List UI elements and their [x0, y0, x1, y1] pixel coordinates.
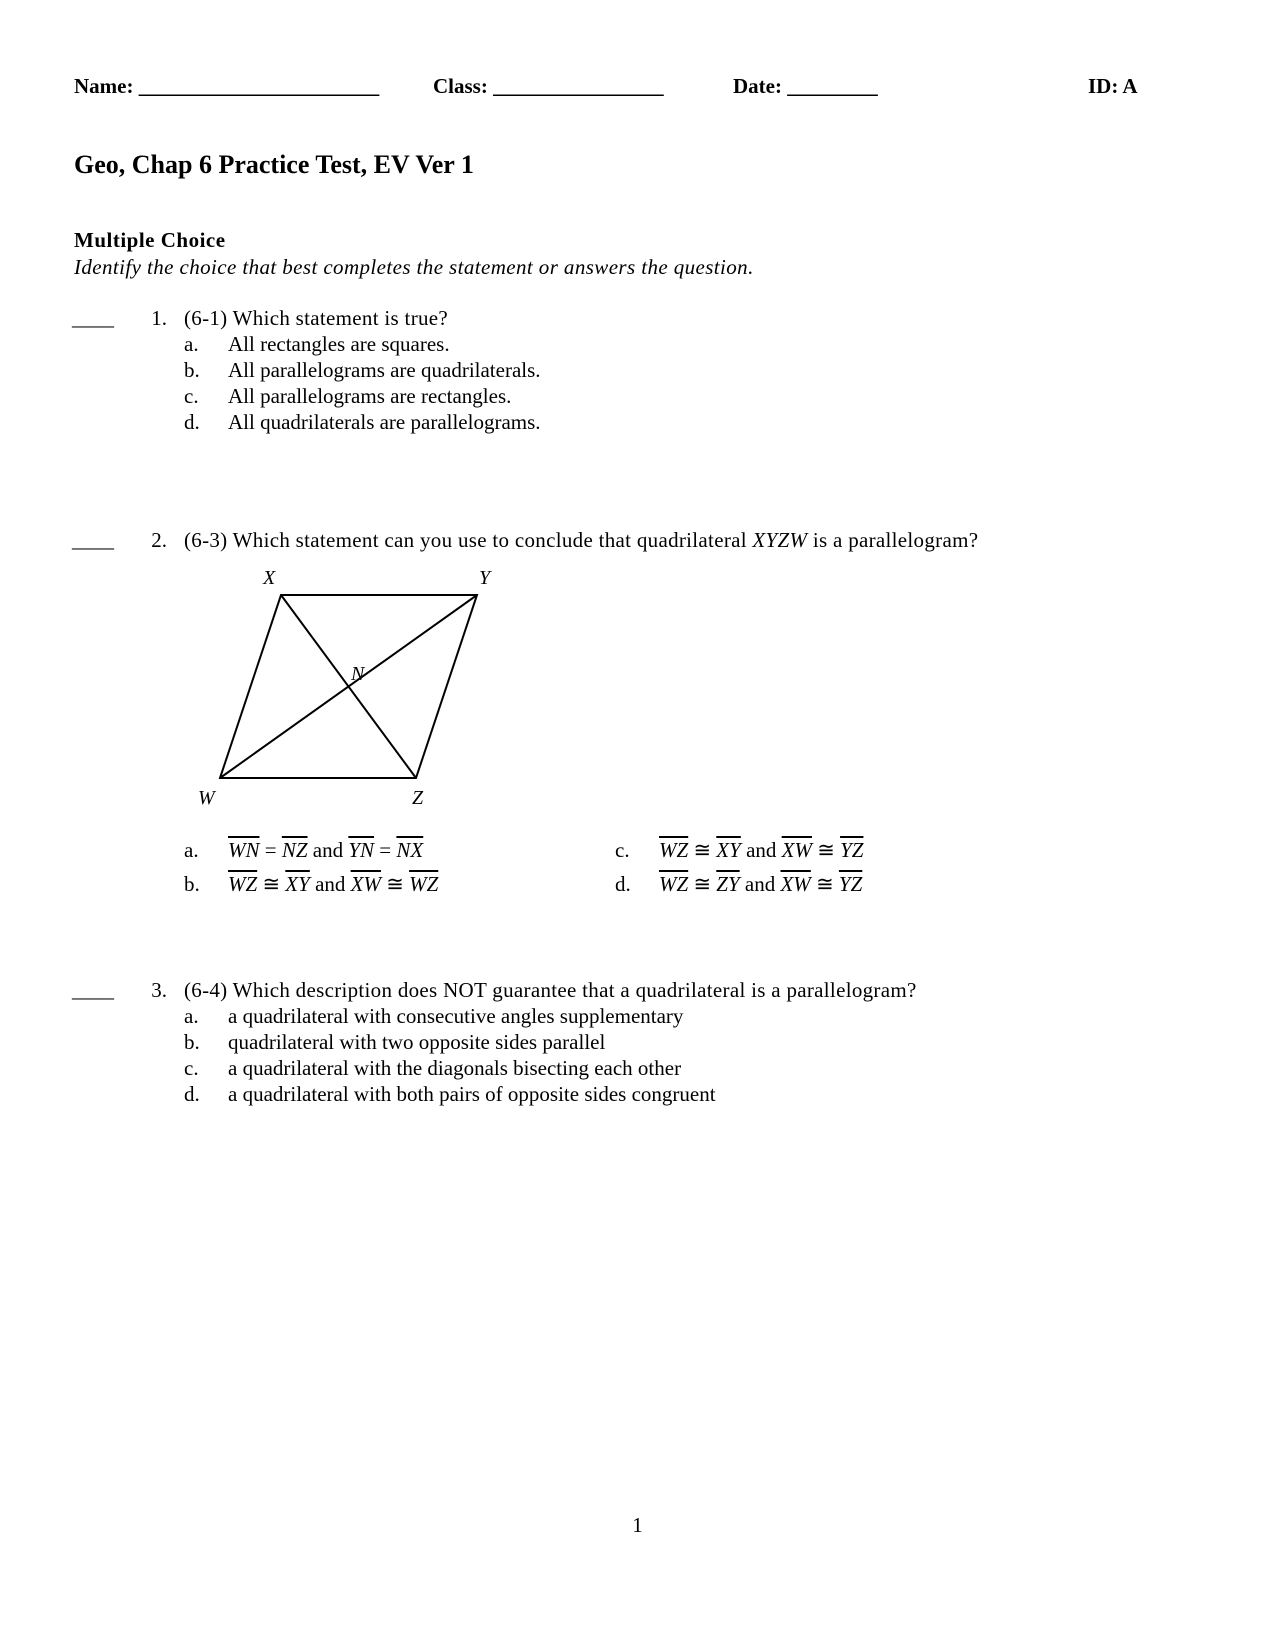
option-letter-1a: a.: [184, 332, 199, 356]
answer-blank-2[interactable]: ____: [72, 528, 114, 552]
option-text-2c[interactable]: $\overline{WZ}$ ≅ $\overline{XY}$ and $\overline{XW}$ ≅ $\overline{YZ}$: [659, 838, 864, 862]
question-text-1: (6-1) Which statement is true?: [184, 306, 449, 330]
class-field: [433, 74, 663, 99]
option-letter-1d: d.: [184, 410, 200, 434]
question-number-1: 1.: [151, 306, 167, 330]
answer-blank-3[interactable]: ____: [72, 978, 114, 1002]
question-number-2: 2.: [151, 528, 167, 552]
option-text-1d[interactable]: All quadrilaterals are parallelograms.: [228, 410, 541, 434]
vertex-label-w: W: [198, 787, 215, 809]
option-text-1a[interactable]: All rectangles are squares.: [228, 332, 450, 356]
vertex-label-z: Z: [412, 787, 424, 809]
vertex-label-y: Y: [479, 567, 491, 589]
option-letter-1c: c.: [184, 384, 199, 408]
class-blank[interactable]: _________________: [493, 74, 664, 98]
option-letter-3a: a.: [184, 1004, 199, 1028]
option-text-1c[interactable]: All parallelograms are rectangles.: [228, 384, 512, 408]
option-letter-3d: d.: [184, 1082, 200, 1106]
answer-blank-1[interactable]: ____: [72, 306, 114, 330]
option-letter-2b: b.: [184, 872, 200, 896]
id-label: ID: A: [1088, 74, 1138, 98]
name-label: Name:: [74, 74, 134, 98]
date-label: Date:: [733, 74, 782, 98]
date-field: [733, 74, 877, 99]
option-letter-2d: d.: [615, 872, 631, 896]
page-number: 1: [632, 1513, 643, 1537]
section-instructions: Identify the choice that best completes the statement or answers the question.: [74, 255, 754, 279]
question-number-3: 3.: [151, 978, 167, 1002]
option-text-1b[interactable]: All parallelograms are quadrilaterals.: [228, 358, 541, 382]
option-letter-3c: c.: [184, 1056, 199, 1080]
option-text-3b[interactable]: quadrilateral with two opposite sides parallel: [228, 1030, 606, 1054]
option-letter-2a: a.: [184, 838, 199, 862]
quadrilateral-name: XYZW: [752, 528, 808, 552]
diagonal-yw: [220, 595, 477, 778]
option-text-2b[interactable]: $\overline{WZ}$ ≅ $\overline{XY}$ and $\overline{XW}$ ≅ $\overline{WZ}$: [228, 872, 439, 896]
section-heading: Multiple Choice: [74, 228, 226, 252]
page-title: Geo, Chap 6 Practice Test, EV Ver 1: [74, 150, 474, 179]
option-letter-3b: b.: [184, 1030, 200, 1054]
option-text-3a[interactable]: a quadrilateral with consecutive angles supplementary: [228, 1004, 684, 1028]
option-text-3d[interactable]: a quadrilateral with both pairs of opposite sides congruent: [228, 1082, 716, 1106]
date-blank[interactable]: _________: [787, 74, 878, 98]
option-letter-2c: c.: [615, 838, 630, 862]
question-text-2: (6-3) Which statement can you use to conclude that quadrilateral XYZW is a parallelogram?: [184, 528, 979, 552]
question-text-3: (6-4) Which description does NOT guarantee that a quadrilateral is a parallelogram?: [184, 978, 917, 1002]
name-blank[interactable]: ________________________: [138, 74, 379, 98]
option-text-3c[interactable]: a quadrilateral with the diagonals bisecting each other: [228, 1056, 682, 1080]
parallelogram-figure: [190, 560, 510, 810]
option-text-2d[interactable]: $\overline{WZ}$ ≅ $\overline{ZY}$ and $\overline{XW}$ ≅ $\overline{YZ}$: [659, 872, 863, 896]
option-text-2a[interactable]: $\overline{WN} = \overline{NZ}$ and $\overline{YN} = \overline{NX}$: [228, 838, 424, 862]
vertex-label-n: N: [351, 663, 365, 685]
class-label: Class:: [433, 74, 488, 98]
vertex-label-x: X: [263, 567, 276, 589]
name-field: [74, 74, 379, 99]
option-letter-1b: b.: [184, 358, 200, 382]
